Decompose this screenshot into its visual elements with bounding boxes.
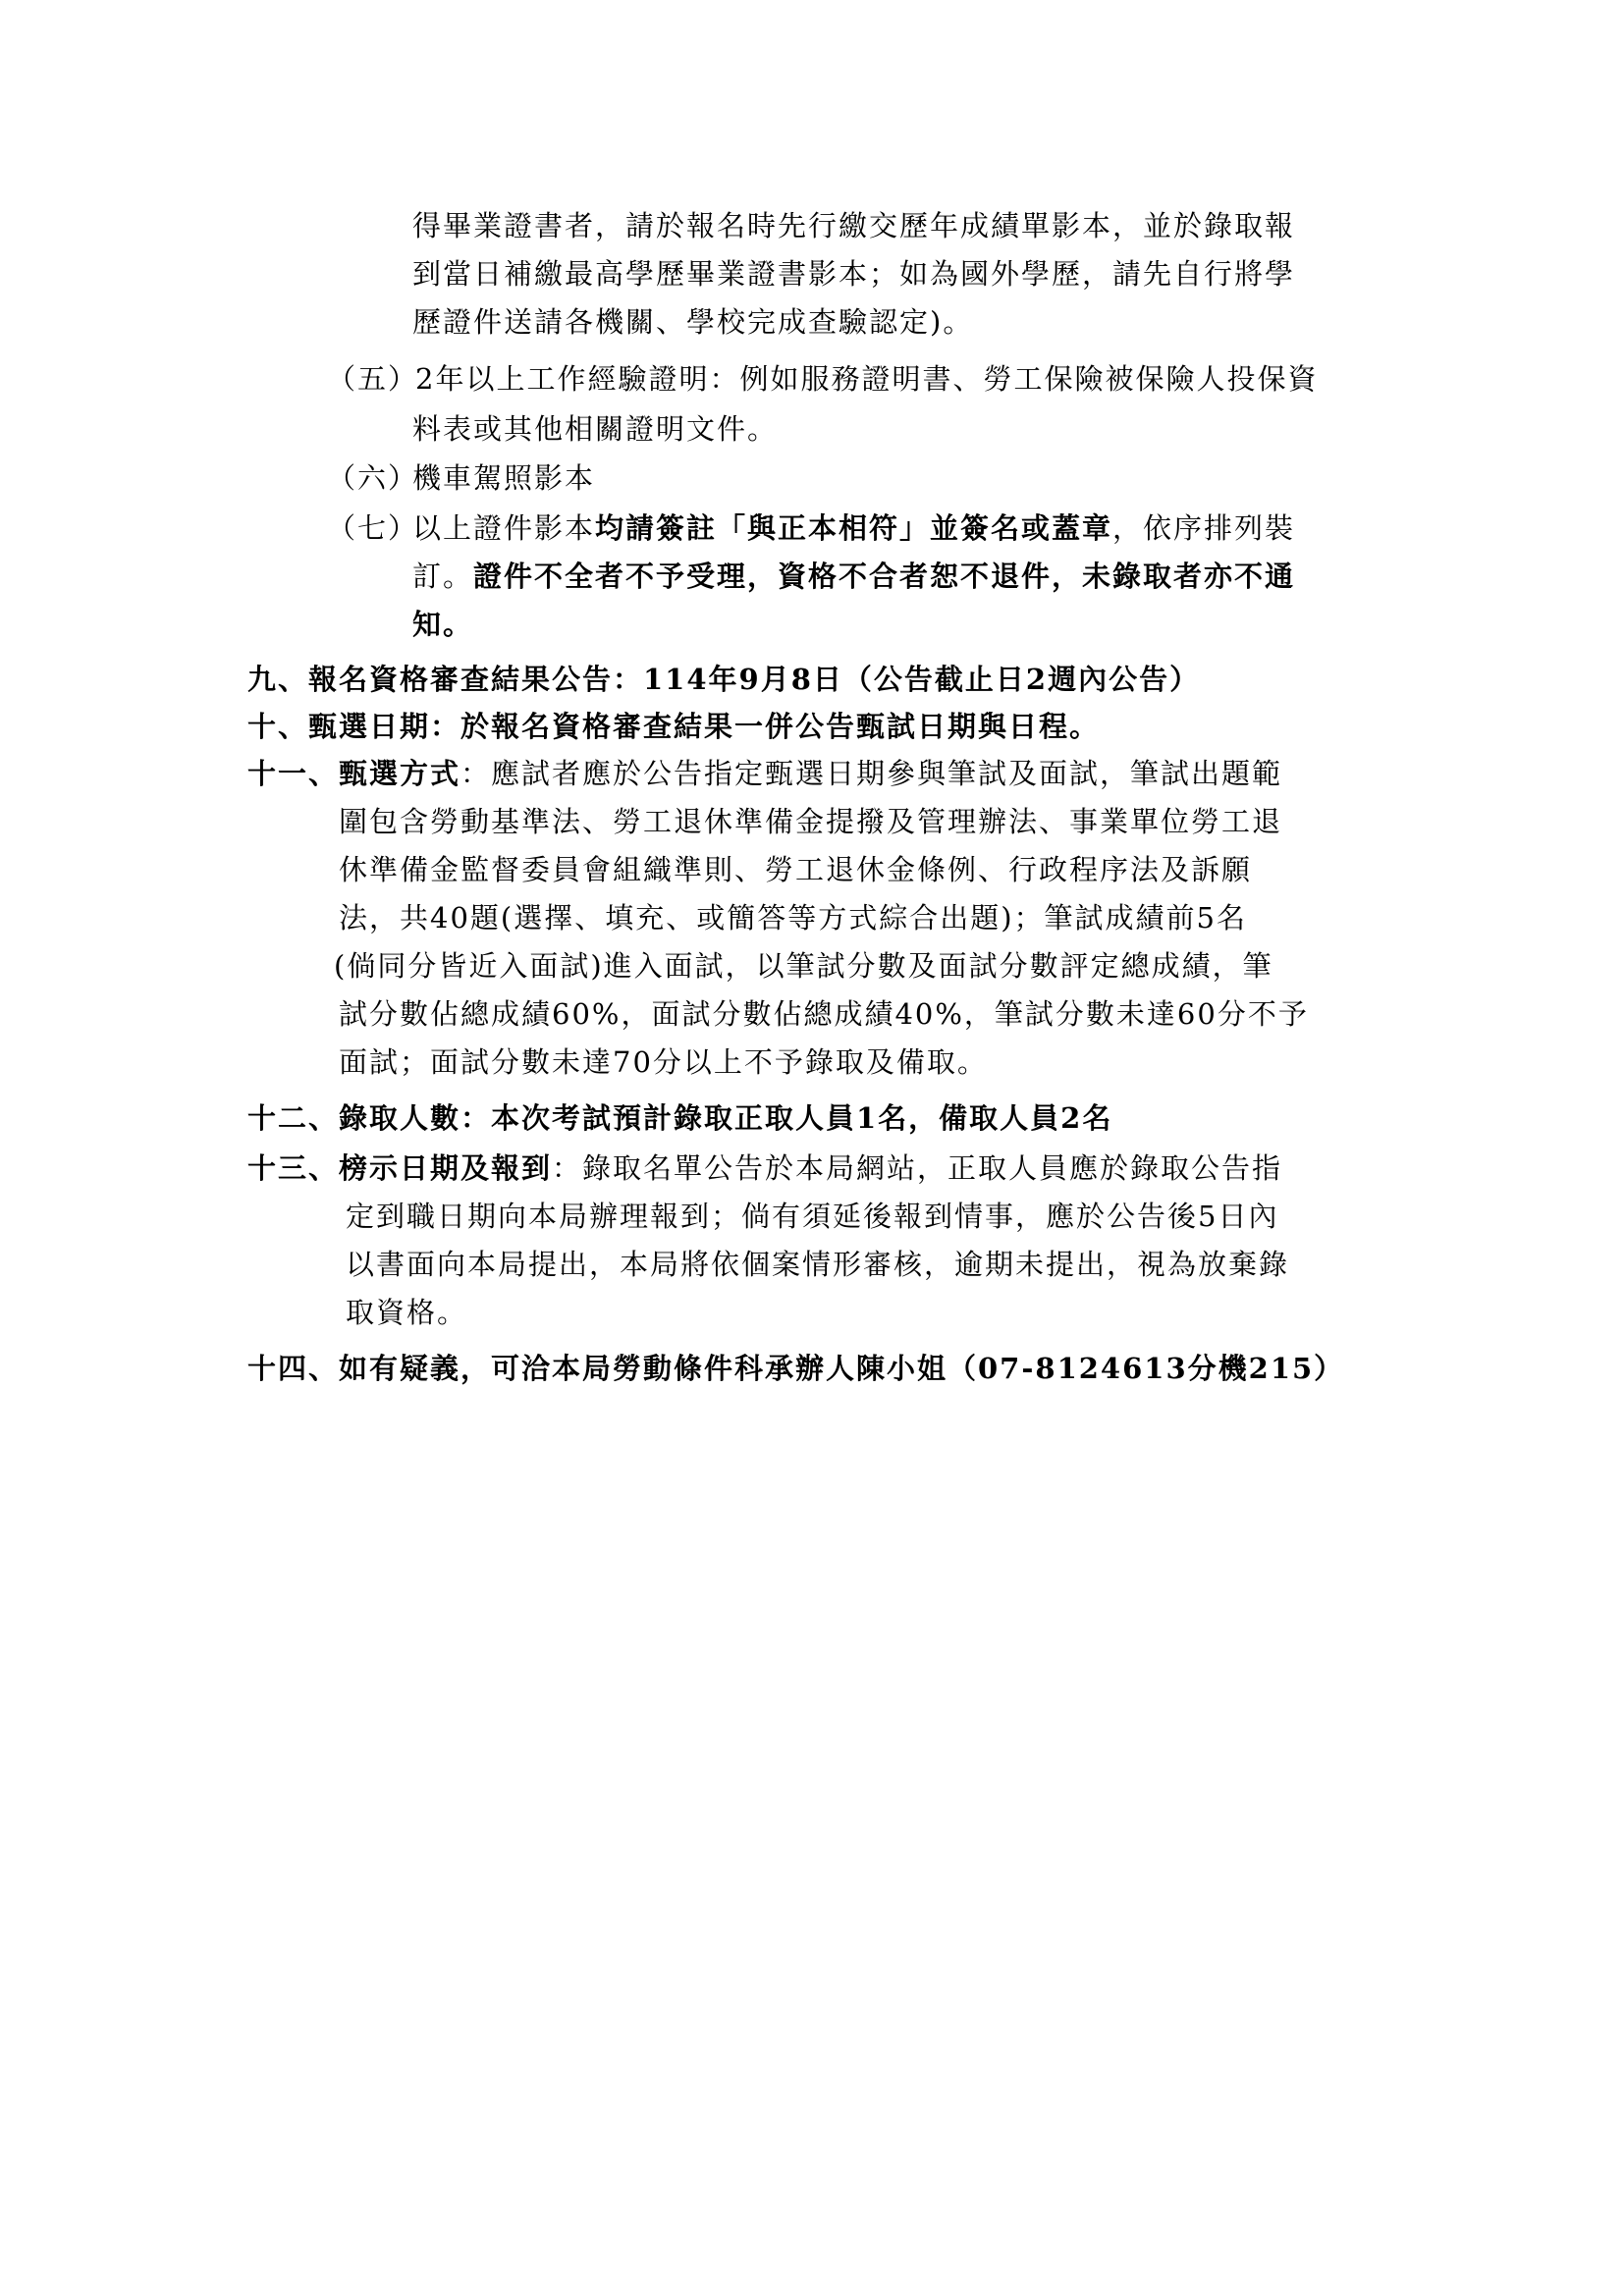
item7-line-1-c: ，依序排列裝 [1112, 511, 1296, 545]
section11-line-2: 圍包含勞動基準法、勞工退休準備金提撥及管理辦法、事業單位勞工退 [339, 805, 1283, 838]
item7-line-2 [412, 553, 1295, 600]
item7-line-3: 知。 [412, 608, 474, 641]
section11-line-4: 法，共40題(選擇、填充、或簡答等方式綜合出題)；筆試成績前5名 [339, 901, 1247, 934]
section11-line-3: 休準備金監督委員會組織準則、勞工退休金條例、行政程序法及訴願 [339, 853, 1253, 886]
item5-marker: （五） [327, 362, 419, 396]
item7-line-1 [412, 505, 1295, 552]
continuation-line-1: 得畢業證書者，請於報名時先行繳交歷年成績單影本，並於錄取報 [412, 209, 1296, 242]
section13-line-1 [247, 1145, 1282, 1192]
section13-line-3: 以書面向本局提出，本局將依個案情形審核，逾期未提出，視為放棄錄 [346, 1248, 1290, 1281]
section11-line-1 [247, 750, 1282, 797]
continuation-line-3: 歷證件送請各機關、學校完成查驗認定)。 [412, 305, 974, 339]
section9: 九、報名資格審查結果公告：114年9月8日（公告截止日2週內公告） [247, 663, 1201, 696]
section14: 十四、如有疑義，可洽本局勞動條件科承辦人陳小姐（07-8124613分機215） [247, 1352, 1345, 1385]
section13-label: 十三、榜示日期及報到 [247, 1151, 553, 1185]
item7-marker: （七） [327, 511, 419, 545]
section11-label: 十一、甄選方式 [247, 757, 461, 790]
item6-marker: （六） [327, 461, 419, 495]
item7-line-2-emphasis: 證件不全者不予受理，資格不合者恕不退件，未錄取者亦不通 [473, 560, 1296, 593]
continuation-line-2: 到當日補繳最高學歷畢業證書影本；如為國外學歷，請先自行將學 [412, 257, 1296, 291]
section11-line-6: 試分數佔總成績60%，面試分數佔總成績40%，筆試分數未達60分不予 [339, 997, 1309, 1031]
item6-line-1: 機車駕照影本 [412, 461, 596, 495]
section11-line-7: 面試；面試分數未達70分以上不予錄取及備取。 [339, 1045, 988, 1079]
section13-line-2: 定到職日期向本局辦理報到；倘有須延後報到情事，應於公告後5日內 [346, 1200, 1279, 1233]
section13-line-4: 取資格。 [346, 1296, 468, 1329]
section10: 十、甄選日期：於報名資格審查結果一併公告甄試日期與日程。 [247, 710, 1101, 743]
item7-line-1-a: 以上證件影本 [412, 511, 596, 545]
section11-line-1-text: ：應試者應於公告指定甄選日期參與筆試及面試，筆試出題範 [460, 757, 1283, 790]
section11-line-5: (倘同分皆近入面試)進入面試，以筆試分數及面試分數評定總成績，筆 [334, 949, 1273, 983]
item7-line-1-emphasis: 均請簽註「與正本相符」並簽名或蓋章 [595, 511, 1113, 545]
item5-line-1: 2年以上工作經驗證明：例如服務證明書、勞工保險被保險人投保資 [415, 362, 1319, 396]
section12: 十二、錄取人數：本次考試預計錄取正取人員1名，備取人員2名 [247, 1101, 1113, 1135]
item5-line-2: 料表或其他相關證明文件。 [412, 412, 779, 446]
section13-line-1-text: ：錄取名單公告於本局網站，正取人員應於錄取公告指 [552, 1151, 1283, 1185]
item7-line-2-a: 訂。 [412, 560, 474, 593]
